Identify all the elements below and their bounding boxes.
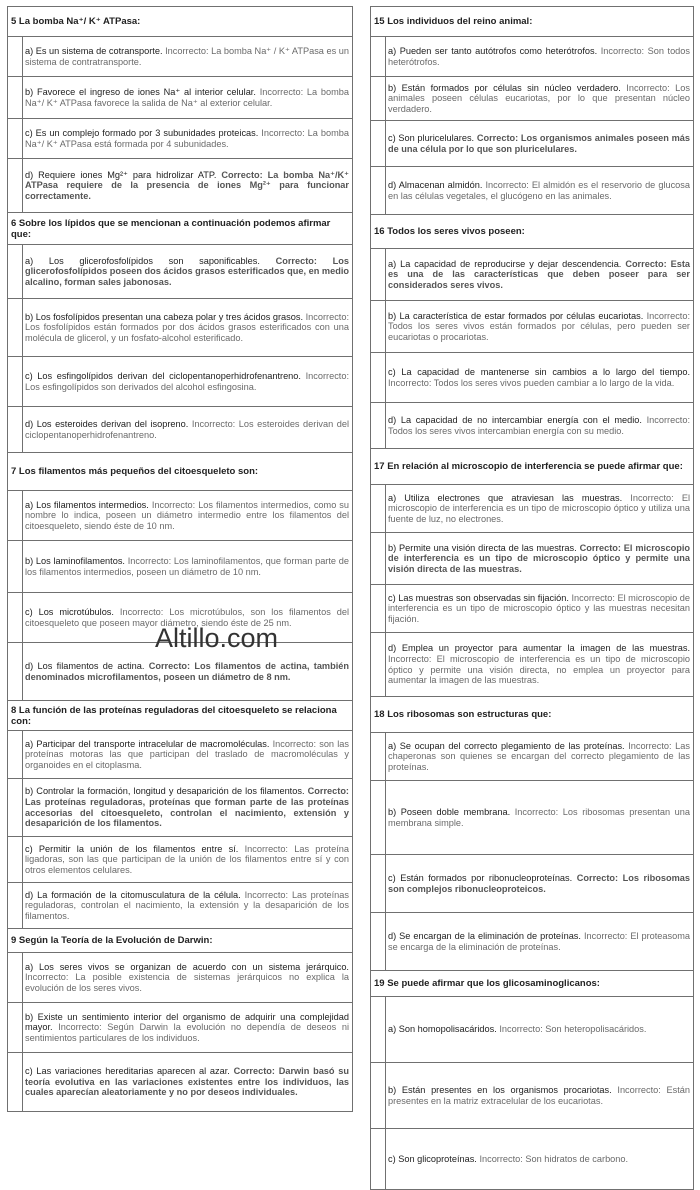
option-statement: b) Los fosfolípidos presentan una cabeza polar y tres ácidos grasos.: [25, 311, 304, 322]
answer-option: [370, 854, 694, 912]
option-text: [23, 1003, 352, 1052]
feedback-correct: Correcto: El microscopio de interferencia es un tipo de microscopio óptico y permite una visión directa de las muestras.: [388, 542, 690, 574]
option-text: [23, 407, 352, 452]
answer-option: [370, 732, 694, 780]
answer-option: [7, 952, 353, 1002]
answer-option: [7, 356, 353, 406]
option-indent: [8, 77, 23, 118]
feedback-incorrect: Incorrecto: Todos los seres vivos pueden cambiar a lo largo de la vida.: [388, 377, 675, 388]
option-text: [386, 781, 693, 854]
feedback-correct: Correcto: Los organismos animales poseen más de una célula por lo que son pluricelulares.: [388, 132, 690, 154]
option-statement: c) La capacidad de mantenerse sin cambios a lo largo del tiempo.: [388, 366, 690, 377]
answer-option: [7, 540, 353, 592]
option-statement: a) Los seres vivos se organizan de acuerdo con un sistema jerárquico.: [25, 961, 349, 972]
option-indent: [371, 997, 386, 1062]
option-indent: [371, 37, 386, 76]
option-statement: c) Los microtúbulos.: [25, 606, 114, 617]
option-text: [386, 533, 693, 584]
option-indent: [8, 299, 23, 356]
question-heading: 16 Todos los seres vivos poseen:: [370, 214, 694, 248]
answer-option: [370, 912, 694, 970]
option-statement: b) Los laminofilamentos.: [25, 555, 125, 566]
option-indent: [371, 301, 386, 352]
option-indent: [371, 585, 386, 632]
answer-option: [370, 36, 694, 76]
feedback-incorrect: Incorrecto: Son todos heterótrofos.: [388, 45, 690, 67]
feedback-incorrect: Incorrecto: La bomba Na⁺/ K⁺ ATPasa favorece la salida de Na⁺ al exterior celular.: [25, 86, 349, 108]
feedback-incorrect: Incorrecto: Los esfingolípidos son derivados del alcohol esfingosina.: [25, 370, 350, 392]
option-statement: d) Almacenan almidón.: [388, 179, 483, 190]
option-text: [23, 37, 352, 76]
option-indent: [8, 245, 23, 298]
feedback-incorrect: Incorrecto: La bomba Na⁺/ K⁺ ATPasa está formada por 4 subunidades.: [25, 127, 349, 149]
option-statement: a) La capacidad de reproducirse y dejar descendencia.: [388, 258, 622, 269]
question-heading: 8 La función de las proteínas reguladoras del citoesqueleto se relaciona con:: [7, 700, 353, 730]
option-text: [23, 245, 352, 298]
feedback-incorrect: Incorrecto: Los filamentos intermedios, como su nombre lo indica, poseen un diámetro intermedio entre los filamentos del citoesqueleto, siendo éste de 10 nm.: [25, 499, 349, 531]
question-heading: 6 Sobre los lípidos que se mencionan a continuación podemos afirmar que:: [7, 212, 353, 244]
option-statement: c) Son glicoproteínas.: [388, 1153, 477, 1164]
feedback-incorrect: Incorrecto: son las proteínas motoras las que participan del traslado de macromoléculas y organoides en el citoplasma.: [25, 738, 349, 770]
feedback-incorrect: Incorrecto: Los animales poseen células eucariotas, por lo que presentan núcleo verdadero.: [388, 82, 690, 114]
option-text: [386, 913, 693, 970]
option-indent: [8, 159, 23, 212]
answer-option: [7, 490, 353, 540]
feedback-incorrect: Incorrecto: Los fosfolípidos están formados por dos ácidos grasos esterificados con una molécula de glicerol, y un fosfato-alcohol esterificado.: [25, 311, 349, 343]
feedback-incorrect: Incorrecto: La posible existencia de sistemas jerárquicos no explica la evolución de los seres vivos.: [25, 972, 349, 993]
option-indent: [8, 731, 23, 778]
answer-option: [370, 632, 694, 696]
feedback-incorrect: Incorrecto: El almidón es el reservorio de glucosa en las células vegetales, el glucógeno en las animales.: [388, 179, 690, 201]
answer-option: [370, 120, 694, 166]
option-statement: c) Las variaciones hereditarias aparecen al azar.: [25, 1066, 230, 1077]
answer-option: [7, 882, 353, 928]
option-text: [386, 37, 693, 76]
watermark: Altillo.com: [155, 623, 279, 653]
feedback-incorrect: Incorrecto: Las proteínas reguladoras, controlan el nacimiento, la extensión y la desaparición de los filamentos.: [25, 889, 349, 921]
option-indent: [371, 403, 386, 448]
question-heading: 17 En relación al microscopio de interferencia se puede afirmar que:: [370, 448, 694, 484]
feedback-incorrect: Incorrecto: La bomba Na⁺ / K⁺ ATPasa es un sistema de contratransporte.: [25, 45, 349, 67]
right-column: [370, 6, 694, 1190]
option-text: [23, 883, 352, 928]
option-indent: [8, 779, 23, 836]
question-heading: 5 La bomba Na⁺/ K⁺ ATPasa:: [7, 6, 353, 36]
option-text: [23, 731, 352, 778]
question-heading: 19 Se puede afirmar que los glicosaminoglicanos:: [370, 970, 694, 996]
option-indent: [371, 1063, 386, 1128]
option-text: [23, 643, 352, 700]
option-indent: [371, 249, 386, 300]
option-indent: [371, 633, 386, 696]
option-text: [386, 485, 693, 532]
option-indent: [371, 167, 386, 214]
option-text: [386, 301, 693, 352]
option-indent: [8, 953, 23, 1002]
answer-option: [370, 780, 694, 854]
feedback-incorrect: Incorrecto: Todos los seres vivos están formados por células, pero pueden ser eucariotas o procariotas.: [388, 310, 690, 342]
feedback-correct: Correcto: Los ribosomas son complejos ribonucleoproteicos.: [388, 872, 690, 894]
option-text: [386, 1063, 693, 1128]
answer-option: [7, 36, 353, 76]
option-indent: [8, 1003, 23, 1052]
option-indent: [8, 37, 23, 76]
option-statement: b) Están formados por células sin núcleo verdadero.: [388, 82, 621, 93]
option-indent: [8, 643, 23, 700]
option-statement: a) Los glicerofosfolípidos son saponificables.: [25, 255, 260, 266]
question-heading: 7 Los filamentos más pequeños del citoesqueleto son:: [7, 452, 353, 490]
feedback-incorrect: Incorrecto: El microscopio de interferencia es un tipo de microscopio óptico y permite una visión directa, no emplea un proyector para aumentar la imagen de las muestras.: [388, 653, 690, 686]
option-indent: [371, 855, 386, 912]
answer-option: [370, 166, 694, 214]
option-text: [23, 119, 352, 158]
feedback-incorrect: Incorrecto: Los ribosomas presentan una membrana simple.: [388, 806, 690, 828]
option-indent: [371, 1129, 386, 1189]
answer-option: [7, 298, 353, 356]
option-text: [386, 403, 693, 448]
option-text: [386, 77, 693, 120]
option-indent: [371, 121, 386, 166]
option-indent: [371, 781, 386, 854]
feedback-incorrect: Incorrecto: Los laminofilamentos, que forman parte de los filamentos intermedios, poseen un diámetro de 10 nm.: [25, 555, 349, 577]
option-text: [386, 249, 693, 300]
option-indent: [371, 353, 386, 402]
answer-option: [370, 584, 694, 632]
option-indent: [371, 533, 386, 584]
question-heading: 9 Según la Teoría de la Evolución de Darwin:: [7, 928, 353, 952]
feedback-incorrect: Incorrecto: Según Darwin la evolución no dependía de deseos ni sentimientos particulares de los individuos.: [25, 1022, 349, 1043]
option-text: [386, 585, 693, 632]
answer-option: [7, 642, 353, 700]
option-text: [23, 77, 352, 118]
option-indent: [371, 485, 386, 532]
option-text: [23, 953, 352, 1002]
option-indent: [8, 593, 23, 642]
option-indent: [8, 491, 23, 540]
feedback-correct: Correcto: Los glicerofosfolípidos poseen dos ácidos grasos esterificados que, en medio alcalino, forman sales jabonosas.: [25, 255, 349, 287]
option-indent: [371, 913, 386, 970]
option-indent: [8, 837, 23, 882]
answer-option: [370, 402, 694, 448]
feedback-incorrect: Incorrecto: Son heteropolisacáridos.: [499, 1024, 647, 1035]
option-text: [23, 779, 352, 836]
feedback-incorrect: Incorrecto: Las chaperonas son quienes se encargan del correcto plegamiento de las proteínas.: [388, 740, 690, 772]
option-statement: d) Los filamentos de actina.: [25, 660, 145, 671]
option-statement: b) La característica de estar formados por células eucariotas.: [388, 310, 644, 321]
answer-option: [370, 484, 694, 532]
answer-option: [7, 244, 353, 298]
option-statement: b) Permite una visión directa de las muestras.: [388, 542, 577, 553]
feedback-correct: Correcto: Las proteínas reguladoras, proteínas que forman parte de las proteínas accesorias del citoesqueleto, controlan el nacimiento, extensión y desaparición de los filamentos.: [25, 786, 349, 829]
answer-option: [7, 406, 353, 452]
feedback-incorrect: Incorrecto: Los microtúbulos, son los filamentos del citoesqueleto que poseen mayor diámetro, siendo éste de 25 nm.: [25, 606, 350, 628]
option-statement: b) Están presentes en los organismos procariotas.: [388, 1084, 612, 1095]
option-indent: [371, 77, 386, 120]
feedback-incorrect: Incorrecto: Todos los seres vivos intercambian energía con su medio.: [388, 414, 690, 436]
option-text: [386, 997, 693, 1062]
option-text: [386, 1129, 693, 1189]
option-statement: a) Pueden ser tanto autótrofos como heterótrofos.: [388, 45, 598, 56]
option-statement: a) Son homopolisacáridos.: [388, 1024, 497, 1035]
answer-option: [370, 996, 694, 1062]
answer-option: [7, 1052, 353, 1112]
option-indent: [8, 1053, 23, 1111]
answer-option: [7, 592, 353, 642]
answer-option: [370, 532, 694, 584]
feedback-incorrect: Incorrecto: Están presentes en la matriz extracelular de los eucariotas.: [388, 1084, 690, 1106]
answer-option: [7, 778, 353, 836]
option-text: [23, 837, 352, 882]
feedback-incorrect: Incorrecto: El microscopio de interferencia es un tipo de microscopio óptico y utiliza una fuente de luz, no electrones.: [388, 492, 690, 524]
answer-option: [7, 158, 353, 212]
option-statement: c) Son pluricelulares.: [388, 132, 475, 143]
option-statement: b) Poseen doble membrana.: [388, 806, 511, 817]
feedback-incorrect: Incorrecto: Los esteroides derivan del ciclopentanoperhidrofenantreno.: [25, 418, 349, 440]
option-text: [386, 167, 693, 214]
option-statement: c) Las muestras son observadas sin fijación.: [388, 592, 569, 603]
option-statement: a) Es un sistema de cotransporte.: [25, 45, 163, 56]
answer-option: [7, 76, 353, 118]
answer-option: [370, 1062, 694, 1128]
option-statement: c) Están formados por ribonucleoproteínas.: [388, 872, 573, 883]
option-text: [23, 593, 352, 642]
option-indent: [8, 407, 23, 452]
option-indent: [371, 733, 386, 780]
answer-option: [7, 118, 353, 158]
answer-option: [370, 300, 694, 352]
option-statement: d) Se encargan de la eliminación de proteínas.: [388, 930, 581, 941]
question-heading: 18 Los ribosomas son estructuras que:: [370, 696, 694, 732]
left-column: [7, 6, 353, 1112]
answer-option: [370, 352, 694, 402]
option-statement: a) Participar del transporte intracelular de macromoléculas.: [25, 738, 270, 749]
option-text: [386, 353, 693, 402]
option-statement: c) Permitir la unión de los filamentos entre sí.: [25, 843, 239, 854]
feedback-correct: Correcto: La bomba Na⁺/K⁺ ATPasa requiere de la presencia de iones Mg²⁺ para funcionar correctamente.: [25, 169, 349, 201]
option-text: [23, 299, 352, 356]
option-statement: d) Los esteroides derivan del isopreno.: [25, 418, 189, 429]
option-statement: d) Requiere iones Mg²⁺ para hidrolizar ATP.: [25, 169, 217, 180]
feedback-incorrect: Incorrecto: Son hidratos de carbono.: [479, 1153, 629, 1164]
question-heading: 15 Los individuos del reino animal:: [370, 6, 694, 36]
option-text: [386, 121, 693, 166]
option-text: [23, 541, 352, 592]
option-statement: a) Se ocupan del correcto plegamiento de las proteínas.: [388, 740, 625, 751]
option-statement: c) Es un complejo formado por 3 subunidades proteicas.: [25, 127, 259, 138]
feedback-correct: Correcto: Los filamentos de actina, también denominados microfilamentos, poseen un diámetro de 8 nm.: [25, 660, 349, 682]
option-statement: d) La formación de la citomusculatura de la célula.: [25, 889, 241, 900]
option-statement: b) Controlar la formación, longitud y desaparición de los filamentos.: [25, 786, 305, 797]
feedback-incorrect: Incorrecto: El proteasoma se encarga de la eliminación de proteínas.: [388, 930, 690, 952]
option-text: [386, 633, 693, 696]
feedback-correct: Correcto: Darwin basó su teoría evolutiva en las variaciones existentes entre los individuos, las cuales aparecían aleatoriamente y no por deseos individuales.: [25, 1066, 350, 1098]
option-statement: b) Existe un sentimiento interior del organismo de adquirir una complejidad mayor.: [25, 1011, 349, 1033]
option-indent: [8, 883, 23, 928]
answer-option: [370, 248, 694, 300]
option-statement: c) Los esfingolípidos derivan del ciclopentanoperhidrofenantreno.: [25, 370, 301, 381]
answer-option: [370, 1128, 694, 1190]
feedback-incorrect: Incorrecto: El microscopio de interferencia es un tipo de microscopio óptico y las muestras necesitan fijación.: [388, 592, 690, 624]
feedback-incorrect: Incorrecto: Las proteína ligadoras, son las que participan de la unión de los filamentos entre sí y con otros elementos celulares.: [25, 843, 349, 875]
option-text: [386, 733, 693, 780]
option-statement: d) La capacidad de no intercambiar energía con el medio.: [388, 414, 642, 425]
answer-option: [7, 730, 353, 778]
option-indent: [8, 119, 23, 158]
option-text: [23, 491, 352, 540]
option-indent: [8, 541, 23, 592]
option-indent: [8, 357, 23, 406]
option-statement: d) Emplea un proyector para aumentar la imagen de las muestras.: [388, 643, 690, 654]
answer-option: [7, 836, 353, 882]
option-statement: b) Favorece el ingreso de iones Na⁺ al interior celular.: [25, 86, 256, 97]
option-text: [23, 357, 352, 406]
option-statement: a) Utiliza electrones que atraviesan las muestras.: [388, 492, 623, 503]
feedback-correct: Correcto: Esta es una de las características que deben poseer para ser considerados seres vivos.: [388, 258, 691, 290]
option-statement: a) Los filamentos intermedios.: [25, 499, 149, 510]
option-text: [23, 1053, 352, 1111]
option-text: [386, 855, 693, 912]
option-text: [23, 159, 352, 212]
answer-option: [7, 1002, 353, 1052]
answer-option: [370, 76, 694, 120]
